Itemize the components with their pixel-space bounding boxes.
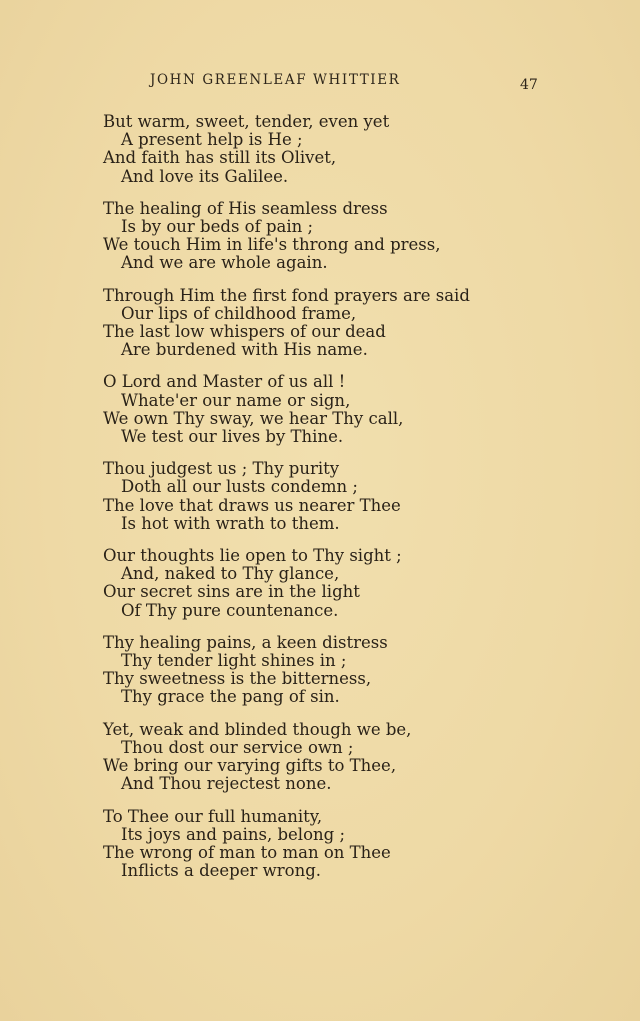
poem-line: Thy grace the pang of sin. [121,687,340,707]
stanza [103,373,623,446]
poem-line: We touch Him in life's throng and press, [103,235,441,255]
stanza [103,287,623,360]
poem-line: The healing of His seamless dress [103,198,388,218]
poem-line: We test our lives by Thine. [121,427,344,447]
poem-line: We bring our varying gifts to Thee, [103,756,397,776]
page-number: 47 [520,77,538,93]
poem-line: Is by our beds of pain ; [121,217,314,237]
stanza [103,200,623,273]
running-head: JOHN GREENLEAF WHITTIER [150,72,401,88]
poem-line: Yet, weak and blinded though we be, [103,719,412,739]
stanza [103,721,623,794]
poem-line: O Lord and Master of us all ! [103,372,346,392]
poem-line: Our thoughts lie open to Thy sight ; [103,546,402,566]
poem-line: And faith has still its Olivet, [103,148,337,168]
poem-line: And Thou rejectest none. [121,774,332,794]
poem-line: Whate'er our name or sign, [121,390,351,410]
poem-line: The love that draws us nearer Thee [103,495,401,515]
poem-line: To Thee our full humanity, [103,806,323,826]
poem-line: Thy tender light shines in ; [121,651,347,671]
poem-line: Thou judgest us ; Thy purity [103,459,340,479]
poem-line: Inflicts a deeper wrong. [121,861,322,881]
poem-line: But warm, sweet, tender, even yet [103,112,390,131]
stanza [103,460,623,533]
stanza [103,634,623,707]
poem-line: Its joys and pains, belong ; [121,824,346,844]
poem-line: Thy healing pains, a keen distress [103,632,388,652]
stanza [103,808,623,881]
poem-line: A present help is He ; [121,130,303,150]
poem-line: And, naked to Thy glance, [121,564,340,584]
poem-line: The last low whispers of our dead [103,322,386,342]
poem-line: Thy sweetness is the bitterness, [103,669,372,689]
poem-line: Doth all our lusts condemn ; [121,477,358,497]
poem-line: Through Him the first fond prayers are said [103,285,470,305]
poem-line: Our lips of childhood frame, [121,303,357,323]
poem-line: And we are whole again. [121,253,328,273]
poem-line: Our secret sins are in the light [103,582,360,602]
poem [103,113,623,894]
poem-line: Are burdened with His name. [121,340,368,360]
poem-line: Is hot with wrath to them. [121,513,340,533]
poem-line: The wrong of man to man on Thee [103,842,391,862]
stanza [103,547,623,620]
poem-line: And love its Galilee. [121,166,289,186]
poem-line: Thou dost our service own ; [121,737,354,757]
poem-line: Of Thy pure countenance. [121,600,339,620]
stanza [103,113,623,186]
poem-line: We own Thy sway, we hear Thy call, [103,408,404,428]
